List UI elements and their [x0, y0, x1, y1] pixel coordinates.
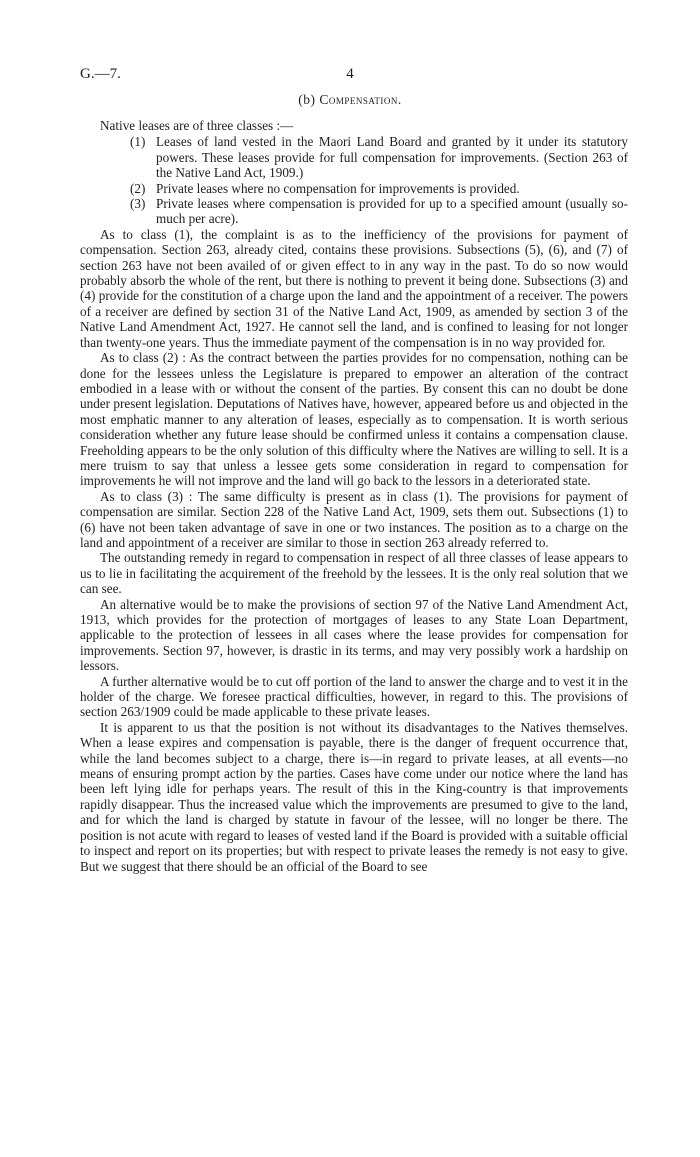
section-heading: [0, 92, 700, 108]
paragraph-class-3: As to class (3) : The same difficulty is present as in class (1). The provisions for payment of compensation are similar. Section 228 of the Native Land Act, 1909, sets them out. Subsections (1) to (6) have not been taken advantage of save in one or two instances. The position as to a charge on the land and appointment of a receiver are similar to those in section 263 already referred to.: [80, 488, 628, 550]
page-header: [80, 66, 620, 86]
list-item: [80, 196, 628, 227]
list-item-number: (3): [130, 196, 146, 212]
list-item: [80, 134, 628, 180]
paragraph-class-2: As to class (2) : As the contract between the parties provides for no compensation, nothing can be done for the lessees unless the Legislature is prepared to empower an alteration of the contract embodied in a lease with or without the consent of the parties. By consent this can no doubt be done under present legislation. Deputations of Natives have, however, appeared before us and objected in the most emphatic manner to any alteration of leases, especially as to compensation. It is worth serious consideration whether any future lease should be confirmed unless it contains a compensation clause. Freeholding appears to be the only solution of this difficulty where the Natives are willing to sell. It is a mere truism to say that unless a lessee gets some consideration in regard to compensation for improvements he will not improve and the land will go back to the lessors in a deteriorated state.: [80, 350, 628, 489]
list-item-number: (1): [130, 134, 146, 150]
paragraph-class-1: As to class (1), the complaint is as to the inefficiency of the provisions for payment of compensation. Section 263, already cited, contains these provisions. Subsections (5), (6), and (7) of section 263 have not been availed of or given effect to in any way in the past. To do so now would probably absorb the whole of the rent, but there is nothing to prevent it being done. Subsections (3) and (4) provide for the constitution of a charge upon the land and the appointment of a receiver. The powers of a receiver are defined by section 31 of the Native Land Act, 1909, as amended by section 3 of the Native Land Amendment Act, 1927. He cannot sell the land, and is confined to leasing for not longer than twenty-one years. Thus the immediate payment of the compensation is in no way provided for.: [80, 226, 628, 350]
list-item: [80, 181, 628, 196]
intro-paragraph: Native leases are of three classes :—: [100, 118, 294, 133]
document-body: [80, 118, 628, 874]
page-number: 4: [346, 66, 354, 82]
section-title: Compensation.: [319, 92, 402, 107]
document-reference: G.—7.: [80, 66, 121, 82]
lease-classes-list: [80, 134, 628, 226]
list-item-text: Private leases where no compensation for improvements is provided.: [156, 180, 520, 196]
list-item-number: (2): [130, 180, 146, 196]
list-item-text: Leases of land vested in the Maori Land Board and granted by it under its statutory powers. These leases provide for full compensation for improvements. (Section 263 of the Native Land Act, 1909.): [156, 134, 628, 181]
list-item-text: Private leases where compensation is provided for up to a specified amount (usually so-much per acre).: [156, 196, 628, 227]
section-label: (b): [298, 92, 316, 107]
paragraph-alternative: An alternative would be to make the provisions of section 97 of the Native Land Amendment Act, 1913, which provides for the protection of mortgages of leases to any State Loan Department, applicable to the protection of lessees in all cases where the lease provides for compensation for improvements. Section 97, however, is drastic in its terms, and may very possibly work a hardship on lessors.: [80, 596, 628, 674]
paragraph-remedy: The outstanding remedy in regard to compensation in respect of all three classes of lease appears to us to lie in facilitating the acquirement of the freehold by the lessees. It is the only real solution that we can see.: [80, 550, 628, 597]
paragraph-further-alternative: A further alternative would be to cut off portion of the land to answer the charge and to vest it in the holder of the charge. We foresee practical difficulties, however, in regard to this. The provisions of section 263/1909 could be made applicable to these private leases.: [80, 673, 628, 720]
paragraph-disadvantages: It is apparent to us that the position is not without its disadvantages to the Natives themselves. When a lease expires and compensation is payable, there is the danger of frequent occurrence that, while the land becomes subject to a charge, there is—in regard to private leases, at all events—no means of ensuring prompt action by the parties. Cases have come under our notice where the land has been left lying idle for perhaps years. The result of this in the King-country is that improvements rapidly disappear. Thus the increased value which the improvements are presumed to give to the land, and for which the land is charged by statute in favour of the lessee, will no longer be there. The position is not acute with regard to leases of vested land if the Board is provided with a suitable official to inspect and report on its properties; but with respect to private leases the remedy is not easy to give. But we suggest that there should be an official of the Board to see: [80, 719, 628, 874]
